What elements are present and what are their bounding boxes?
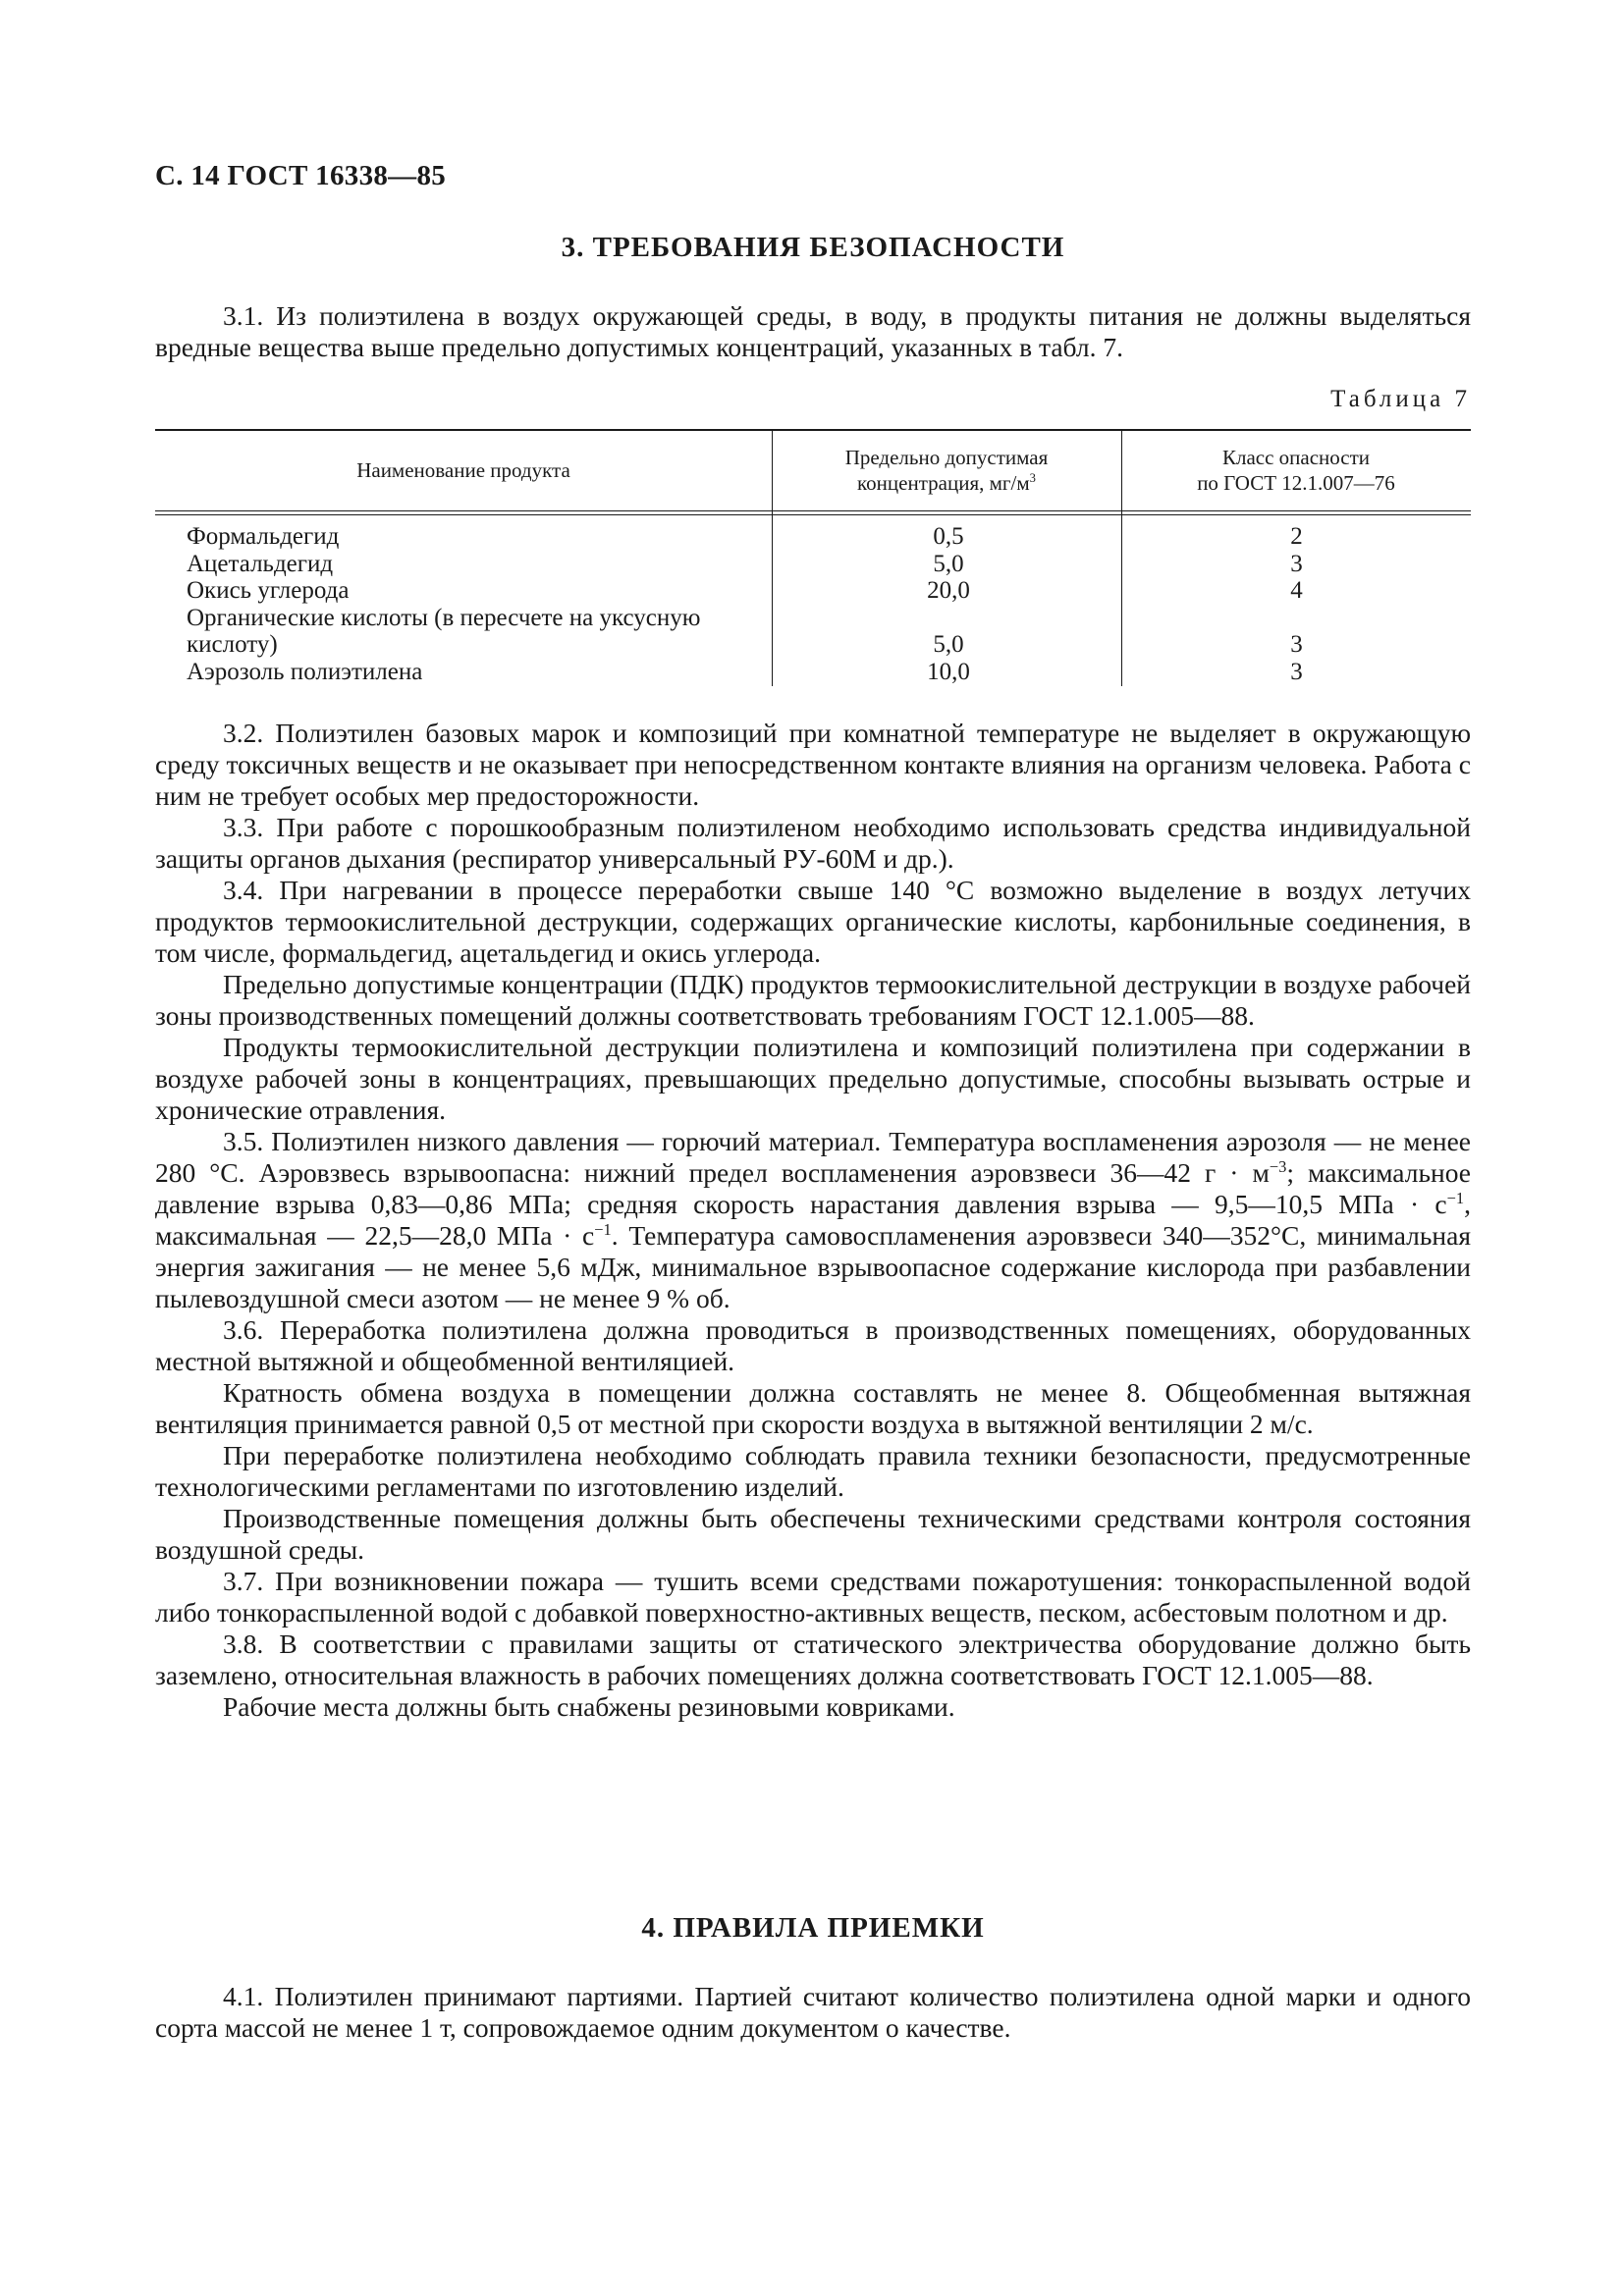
paragraph-3-4-pdk: Предельно допустимые концентрации (ПДК) продуктов термоокислительной деструкции в воздухе рабочей зоны производственных помещений должны соответствовать требованиям ГОСТ 12.1.005—88. xyxy=(155,969,1471,1031)
paragraph-3-6: 3.6. Переработка полиэтилена должна проводиться в производственных помещениях, оборудованных местной вытяжной и общеобменной вентиляцией. xyxy=(155,1314,1471,1376)
paragraph-3-4-products: Продукты термоокислительной деструкции полиэтилена и композиций полиэтилена при содержании в воздухе рабочей зоны в концентрациях, превышающих предельно допустимые, способны вызывать острые и хронические отравления. xyxy=(155,1032,1471,1125)
paragraph-3-5: 3.5. Полиэтилен низкого давления — горючий материал. Температура воспламенения аэрозоля — не менее 280 °С. Аэровзвесь взрывоопасна: нижний предел воспламенения аэровзвеси 36—42 $г \cdot м^{-3}$; максимальное давление взрыва 0,83—0,86 МПа; средняя скорость нарастания давления взрыва — 9,5—10,5 МПа · $с^{-1}$, максимальная — 22,5—28,0 МПа · $с^{-1}$. Температура самовоспламенения аэровзвеси 340—352°С, минимальная энергия зажигания — не менее 5,6 мДж, минимальное взрывоопасное содержание кислорода при разбавлении пылевоздушной смеси азотом — не менее 9 % об. xyxy=(155,1126,1471,1313)
paragraph-3-6-control: Производственные помещения должны быть обеспечены техническими средствами контроля состояния воздушной среды. xyxy=(155,1503,1471,1565)
section-3-body xyxy=(155,718,1471,1723)
paragraph-3-3: 3.3. При работе с порошкообразным полиэтиленом необходимо использовать средства индивидуальной защиты органов дыхания (респиратор универсальный РУ-60М и др.). xyxy=(155,812,1471,874)
table-header-name: Наименование продукта xyxy=(356,457,570,482)
table-header-concentration: Предельно допустимая концентрация, $мг/м^3$ xyxy=(844,445,1049,495)
table-row: Окись углерода 20,0 4 xyxy=(187,577,1303,604)
paragraph-4-1: 4.1. Полиэтилен принимают партиями. Партией считают количество полиэтилена одной марки и одного сорта массой не менее 1 т, сопровождаемое одним документом о качестве. xyxy=(155,1981,1471,2043)
table-header-rule xyxy=(155,510,1471,515)
table-row: Формальдегид 0,5 2 xyxy=(187,523,1303,550)
paragraph-3-7: 3.7. При возникновении пожара — тушить всеми средствами пожаротушения: тонкораспыленной водой либо тонкораспыленной водой с добавкой поверхностно-активных веществ, песком, асбестовым полотном и др. xyxy=(155,1566,1471,1628)
paragraph-3-4: 3.4. При нагревании в процессе переработки свыше 140 °С возможно выделение в воздух летучих продуктов термоокислительной деструкции, содержащих органические кислоты, карбонильные соединения, в том числе, формальдегид, ацетальдегид и окись углерода. xyxy=(155,875,1471,968)
table-caption: Таблица 7 xyxy=(1330,386,1471,412)
page-header: С. 14 ГОСТ 16338—85 xyxy=(155,160,447,191)
section-4-title: 4. ПРАВИЛА ПРИЕМКИ xyxy=(641,1912,985,1944)
table-row: Ацетальдегид 5,0 3 xyxy=(187,550,1303,577)
section-3-title: 3. ТРЕБОВАНИЯ БЕЗОПАСНОСТИ xyxy=(561,232,1065,263)
table-row: Аэрозоль полиэтилена 10,0 3 xyxy=(187,658,1303,685)
paragraph-3-1-block xyxy=(155,300,1471,363)
table-body xyxy=(155,523,1471,685)
section-4-body xyxy=(155,1981,1471,2044)
paragraph-3-6-air-exchange: Кратность обмена воздуха в помещении должна составлять не менее 8. Общеобменная вытяжная вентиляция принимается равной 0,5 от местной при скорости воздуха в вытяжной вентиляции 2 м/с. xyxy=(155,1377,1471,1439)
table-header-hazard-class: Класс опасности по ГОСТ 12.1.007—76 xyxy=(1197,445,1395,495)
paragraph-3-8: 3.8. В соответствии с правилами защиты от статического электричества оборудование должно быть заземлено, относительная влажность в рабочих помещениях должна соответствовать ГОСТ 12.1.005—88. xyxy=(155,1629,1471,1690)
paragraph-3-8-mats: Рабочие места должны быть снабжены резиновыми ковриками. xyxy=(223,1691,955,1722)
paragraph-3-6-safety: При переработке полиэтилена необходимо соблюдать правила техники безопасности, предусмотренные технологическими регламентами по изготовлению изделий. xyxy=(155,1440,1471,1502)
paragraph-3-2: 3.2. Полиэтилен базовых марок и композиций при комнатной температуре не выделяет в окружающую среду токсичных веществ и не оказывает при непосредственном контакте влияния на организм человека. Работа с ним не требует особых мер предосторожности. xyxy=(155,718,1471,811)
table-row: Органические кислоты (в пересчете на уксусную кислоту) 5,0 3 xyxy=(187,604,1303,658)
paragraph-3-1: 3.1. Из полиэтилена в воздух окружающей среды, в воду, в продукты питания не должны выделяться вредные вещества выше предельно допустимых концентраций, указанных в табл. 7. xyxy=(155,300,1471,362)
